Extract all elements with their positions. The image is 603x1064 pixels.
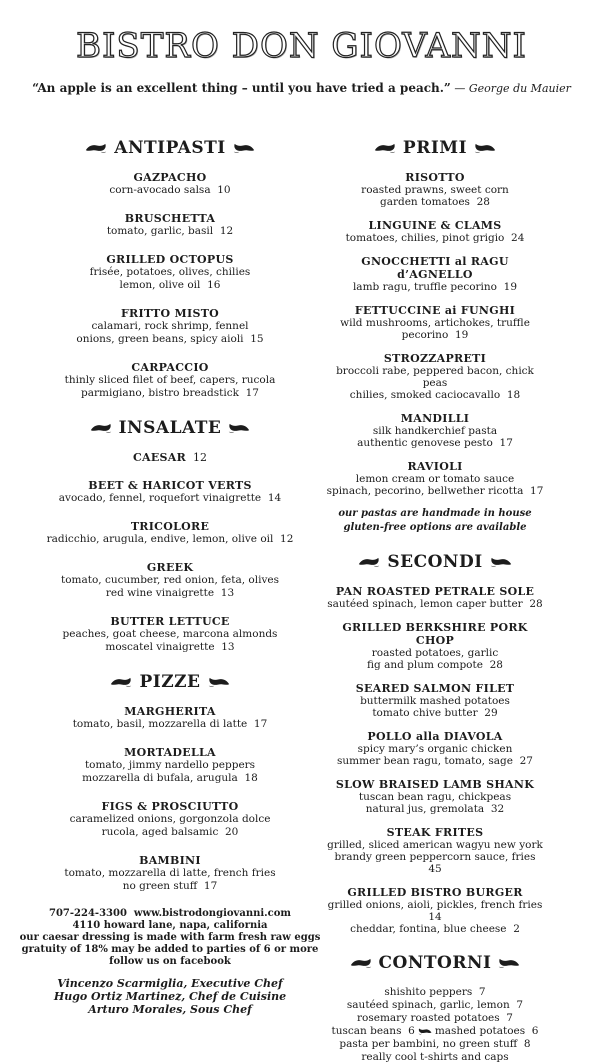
menu-item <box>10 854 330 893</box>
item-desc: calamari, rock shrimp, fennel <box>91 320 249 332</box>
item-desc: lemon cream or tomato sauce <box>355 473 515 485</box>
menu-item <box>325 886 550 935</box>
fleuron-right-icon <box>474 143 496 154</box>
item-desc: natural jus, gremolata 32 <box>365 803 505 815</box>
contorni-line <box>325 1025 545 1038</box>
chef-credits <box>10 977 330 1016</box>
item-name <box>10 451 330 464</box>
item-desc: radicchio, arugula, endive, lemon, olive oil 12 <box>46 533 294 545</box>
item-name: BRUSCHETTA <box>124 212 216 225</box>
footer-line: gratuity of 18% may be added to parties of 6 or more <box>21 944 319 955</box>
item-name: GRILLED BISTRO BURGER <box>347 886 523 899</box>
item-desc: thinly sliced filet of beef, capers, rucola <box>64 374 276 386</box>
item-desc: tomato, mozzarella di latte, french fries <box>64 867 276 879</box>
item-desc: onions, green beans, spicy aioli 15 <box>76 333 264 345</box>
item-desc: spinach, pecorino, bellwether ricotta 17 <box>326 485 544 497</box>
item-name: SEARED SALMON FILET <box>355 682 515 695</box>
item-desc: fig and plum compote 28 <box>367 659 503 671</box>
fleuron-separator-icon <box>418 1028 432 1035</box>
menu-item <box>10 451 330 464</box>
right-column <box>325 138 550 1064</box>
menu-item <box>325 460 545 497</box>
menu-item <box>325 171 545 208</box>
item-desc: no green stuff 17 <box>122 880 218 892</box>
section-title: CONTORNI <box>378 953 492 973</box>
item-name: STEAK FRITES <box>386 826 484 839</box>
chef-line: Hugo Ortiz Martinez, Chef de Cuisine <box>53 990 287 1003</box>
contorni-line: really cool t-shirts and caps <box>361 1051 509 1063</box>
item-desc: sautéed spinach, lemon caper butter 28 <box>327 598 543 610</box>
item-name: MORTADELLA <box>124 746 216 759</box>
item-name: GRILLED BERKSHIRE PORK CHOP <box>342 621 532 647</box>
item-desc: grilled onions, aioli, pickles, french fries 14 <box>327 899 550 923</box>
quote-text: “An apple is an excellent thing – until you have tried a peach.” <box>32 81 451 95</box>
item-desc: authentic genovese pesto 17 <box>357 437 513 449</box>
item-desc: roasted potatoes, garlic <box>371 647 499 659</box>
fleuron-left-icon <box>350 958 372 969</box>
item-desc: cheddar, fontina, blue cheese 2 <box>350 923 520 935</box>
section-header-primi <box>325 138 545 158</box>
item-desc: corn-avocado salsa 10 <box>109 184 231 196</box>
menu-item <box>325 826 545 875</box>
item-desc: lemon, olive oil 16 <box>119 279 221 291</box>
menu-item <box>10 561 330 600</box>
item-price: 12 <box>186 451 208 464</box>
item-desc: peaches, goat cheese, marcona almonds <box>62 628 278 640</box>
item-name: STROZZAPRETI <box>383 352 487 365</box>
menu-item <box>10 212 330 238</box>
menu-item <box>325 219 545 244</box>
item-name: MARGHERITA <box>124 705 216 718</box>
section-header-contorni <box>325 953 545 973</box>
menu-item <box>10 800 330 839</box>
pasta-note: our pastas are handmade in house <box>338 508 532 519</box>
item-desc: rucola, aged balsamic 20 <box>101 826 239 838</box>
item-name: FRITTO MISTO <box>120 307 220 320</box>
section-title: PRIMI <box>402 138 468 158</box>
item-desc: spicy mary’s organic chicken <box>357 743 513 755</box>
left-column <box>10 138 330 1016</box>
item-desc: lamb ragu, truffle pecorino 19 <box>352 281 518 293</box>
item-desc: tomato chive butter 29 <box>372 707 498 719</box>
item-name: FETTUCCINE ai FUNGHI <box>354 304 516 317</box>
item-desc: buttermilk mashed potatoes <box>360 695 510 707</box>
item-desc: frisée, potatoes, olives, chilies <box>89 266 251 278</box>
item-name: TRICOLORE <box>130 520 210 533</box>
section-header-pizze <box>10 672 330 692</box>
item-name: GNOCCHETTI al RAGU d’AGNELLO <box>361 255 513 281</box>
item-name: MANDILLI <box>400 412 470 425</box>
chef-line: Arturo Morales, Sous Chef <box>88 1003 252 1016</box>
item-name: CARPACCIO <box>131 361 209 374</box>
footer-line: 4110 howard lane, napa, california <box>72 920 268 931</box>
pasta-note: gluten-free options are available <box>343 522 527 533</box>
section-title: INSALATE <box>118 418 222 438</box>
item-desc: tomato, cucumber, red onion, feta, olives <box>60 574 279 586</box>
item-desc: tomato, garlic, basil 12 <box>106 225 234 237</box>
fleuron-left-icon <box>358 557 380 568</box>
item-name: GAZPACHO <box>133 171 207 184</box>
item-desc: red wine vinaigrette 13 <box>105 587 235 599</box>
item-desc: parmigiano, bistro breadstick 17 <box>81 387 259 399</box>
item-desc: tomatoes, chilies, pinot grigio 24 <box>345 232 525 244</box>
menu-item <box>325 255 545 293</box>
contorni-line: sautéed spinach, garlic, lemon 7 <box>346 999 524 1011</box>
item-name: LINGUINE & CLAMS <box>368 219 502 232</box>
restaurant-title: BISTRO DON GIOVANNI <box>76 26 527 66</box>
item-desc: roasted prawns, sweet corn <box>361 184 509 196</box>
fleuron-left-icon <box>85 143 107 154</box>
item-name: PAN ROASTED PETRALE SOLE <box>335 585 535 598</box>
section-title: PIZZE <box>139 672 201 692</box>
menu-item <box>325 412 545 449</box>
item-desc: garden tomatoes 28 <box>380 196 490 208</box>
item-desc: caramelized onions, gorgonzola dolce <box>69 813 271 825</box>
item-desc: moscatel vinaigrette 13 <box>105 641 235 653</box>
item-desc: silk handkerchief pasta <box>372 425 498 437</box>
item-name: POLLO alla DIAVOLA <box>367 730 503 743</box>
menu-item <box>325 304 545 341</box>
menu-item <box>10 479 330 505</box>
contorni-line: shishito peppers 7 <box>384 986 486 998</box>
menu-item <box>10 171 330 197</box>
contorni-line-pre: tuscan beans 6 <box>331 1025 415 1037</box>
item-name-text: CAESAR <box>132 451 187 464</box>
item-name: BAMBINI <box>139 854 201 867</box>
item-desc: broccoli rabe, peppered bacon, chick peas <box>336 365 538 389</box>
contorni-line: pasta per bambini, no green stuff 8 <box>339 1038 531 1050</box>
chef-line: Vincenzo Scarmiglia, Executive Chef <box>57 977 283 990</box>
menu-item <box>325 585 545 610</box>
item-name: FIGS & PROSCIUTTO <box>101 800 239 813</box>
quote-attribution: — George du Mauier <box>450 82 571 95</box>
contorni-line-post: mashed potatoes 6 <box>434 1025 539 1037</box>
menu-item <box>10 746 330 785</box>
item-desc: avocado, fennel, roquefort vinaigrette 14 <box>58 492 282 504</box>
item-desc: tuscan bean ragu, chickpeas <box>358 791 512 803</box>
fleuron-right-icon <box>208 677 230 688</box>
section-header-secondi <box>325 552 545 572</box>
section-title: ANTIPASTI <box>114 138 226 158</box>
item-desc: wild mushrooms, artichokes, truffle pecorino 19 <box>340 317 534 341</box>
fleuron-left-icon <box>110 677 132 688</box>
item-name: RAVIOLI <box>407 460 463 473</box>
item-desc: tomato, jimmy nardello peppers <box>84 759 256 771</box>
item-name: GREEK <box>146 561 194 574</box>
contorni-line: rosemary roasted potatoes 7 <box>357 1012 513 1024</box>
menu-item <box>10 307 330 346</box>
menu-item <box>325 621 545 671</box>
section-header-antipasti <box>10 138 330 158</box>
menu-item <box>10 615 330 654</box>
item-name: RISOTTO <box>405 171 465 184</box>
footer-info <box>10 908 330 1016</box>
fleuron-right-icon <box>233 143 255 154</box>
item-desc: summer bean ragu, tomato, sage 27 <box>337 755 533 767</box>
menu-item <box>10 361 330 400</box>
item-name: SLOW BRAISED LAMB SHANK <box>335 778 535 791</box>
item-desc: mozzarella di bufala, arugula 18 <box>82 772 258 784</box>
menu-item <box>10 520 330 546</box>
quote-line <box>0 81 603 95</box>
menu-item <box>325 682 545 719</box>
fleuron-right-icon <box>228 423 250 434</box>
footer-line: 707-224-3300 www.bistrodongiovanni.com <box>49 908 291 919</box>
item-desc: tomato, basil, mozzarella di latte 17 <box>72 718 268 730</box>
menu-item <box>325 778 545 815</box>
item-name: BUTTER LETTUCE <box>110 615 230 628</box>
footer-line: follow us on facebook <box>109 956 231 967</box>
menu-item <box>325 730 545 767</box>
item-name: BEET & HARICOT VERTS <box>88 479 252 492</box>
footer-line: our caesar dressing is made with farm fresh raw eggs <box>19 932 321 943</box>
fleuron-right-icon <box>490 557 512 568</box>
item-desc: chilies, smoked caciocavallo 18 <box>349 389 521 401</box>
fleuron-right-icon <box>498 958 520 969</box>
item-desc: brandy green peppercorn sauce, fries 45 <box>334 851 543 875</box>
menu-item <box>325 352 545 401</box>
item-name: GRILLED OCTOPUS <box>106 253 234 266</box>
menu-item <box>10 705 330 731</box>
fleuron-left-icon <box>90 423 112 434</box>
item-desc: grilled, sliced american wagyu new york <box>327 839 543 851</box>
fleuron-left-icon <box>374 143 396 154</box>
section-title: SECONDI <box>387 552 483 572</box>
section-header-insalate <box>10 418 330 438</box>
menu-item <box>10 253 330 292</box>
